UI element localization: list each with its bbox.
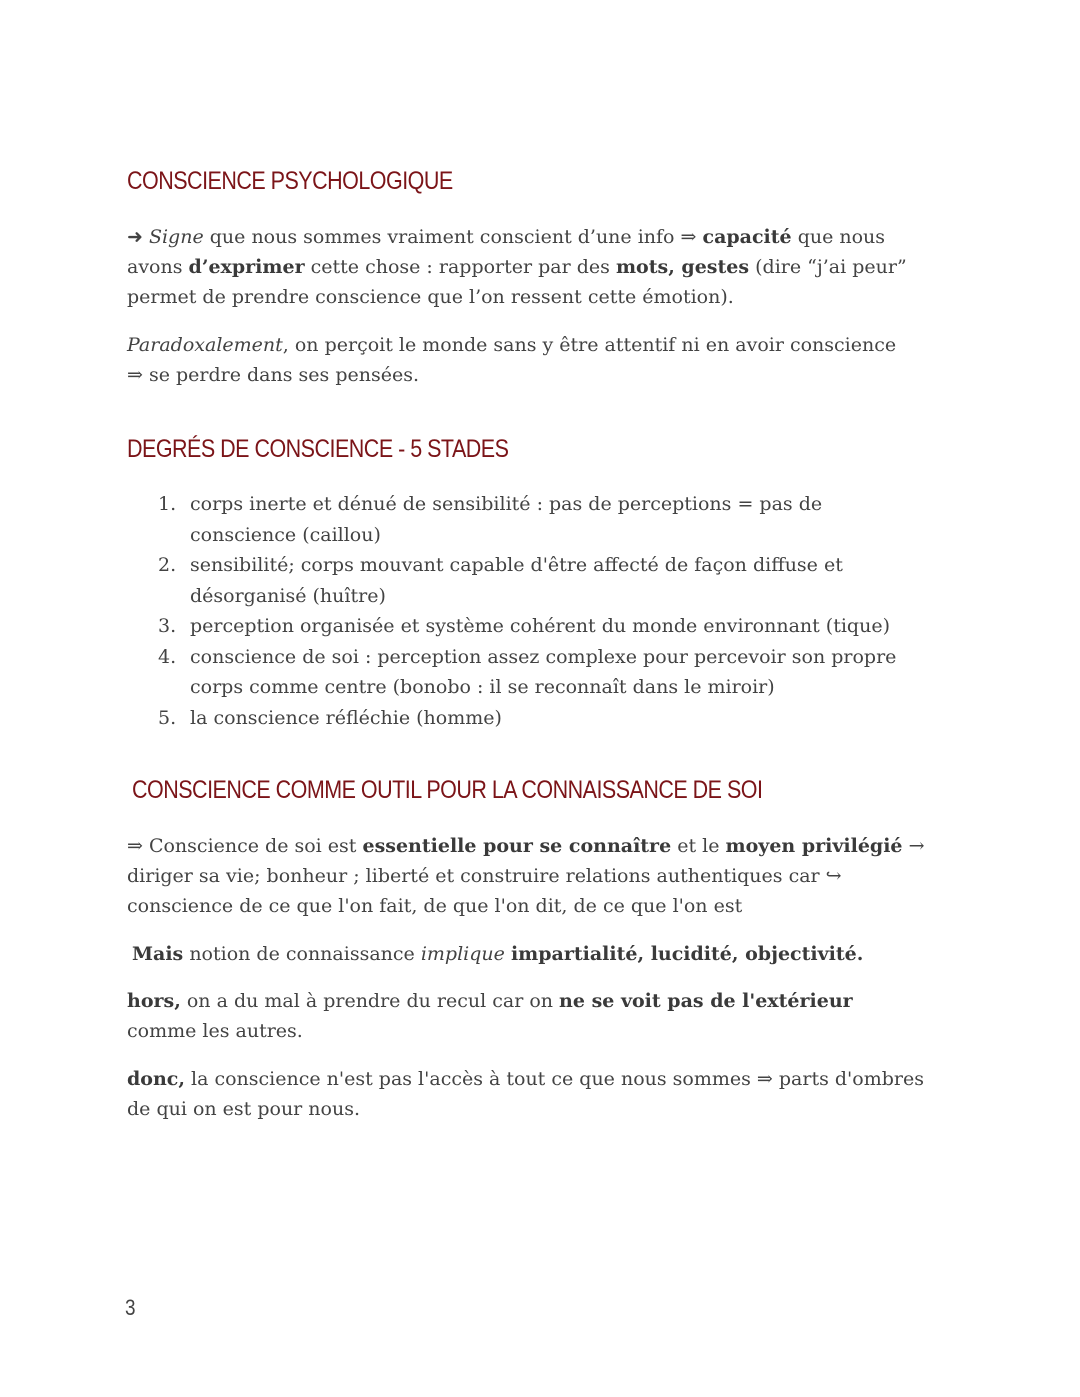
paragraph-donc: donc, la conscience n'est pas l'accès à tout ce que nous sommes ⇒ parts d'ombres de qui on est pour nous.: [127, 1068, 924, 1120]
list-item: 3. perception organisée et système cohérent du monde environnant (tique): [158, 615, 890, 637]
heading-conscience-psychologique: CONSCIENCE PSYCHOLOGIQUE: [127, 167, 453, 195]
paragraph-conscience-de-soi: ⇒ Conscience de soi est essentielle pour se connaître et le moyen privilégié → diriger sa vie; bonheur ; liberté et construire relations authentiques car ↪ conscience de ce que l'on fait, de que l'on dit, de ce que l'on est: [127, 835, 925, 917]
heading-conscience-comme-outil: CONSCIENCE COMME OUTIL POUR LA CONNAISSANCE DE SOI: [132, 776, 763, 804]
arrow-icon: ➜: [127, 226, 143, 248]
list-item: 4. conscience de soi : perception assez complexe pour percevoir son propre corps comme centre (bonobo : il se reconnaît dans le miroir): [158, 645, 897, 698]
paragraph-hors: hors, on a du mal à prendre du recul car on ne se voit pas de l'extérieur comme les autres.: [127, 990, 853, 1042]
paragraph-signe: ➜ Signe que nous sommes vraiment conscient d’une info ⇒ capacité que nous avons d’exprimer cette chose : rapporter par des mots, gestes (dire “j’ai peur” permet de prendre conscience que l’on ressent cette émotion).: [127, 226, 907, 308]
list-item: 2. sensibilité; corps mouvant capable d'être affecté de façon diffuse et désorganisé (huître): [158, 554, 843, 607]
paragraph-mais: Mais notion de connaissance implique impartialité, lucidité, objectivité.: [132, 943, 864, 965]
page-number: 3: [125, 1295, 136, 1320]
list-item: 1. corps inerte et dénué de sensibilité : pas de perceptions = pas de conscience (caillou): [158, 493, 823, 546]
stages-list: [158, 489, 933, 733]
paragraph-paradoxalement: Paradoxalement, on perçoit le monde sans y être attentif ni en avoir conscience ⇒ se perdre dans ses pensées.: [127, 334, 897, 386]
heading-degres-de-conscience: DEGRÉS DE CONSCIENCE - 5 STADES: [127, 435, 509, 463]
list-item: 5. la conscience réfléchie (homme): [158, 706, 502, 729]
